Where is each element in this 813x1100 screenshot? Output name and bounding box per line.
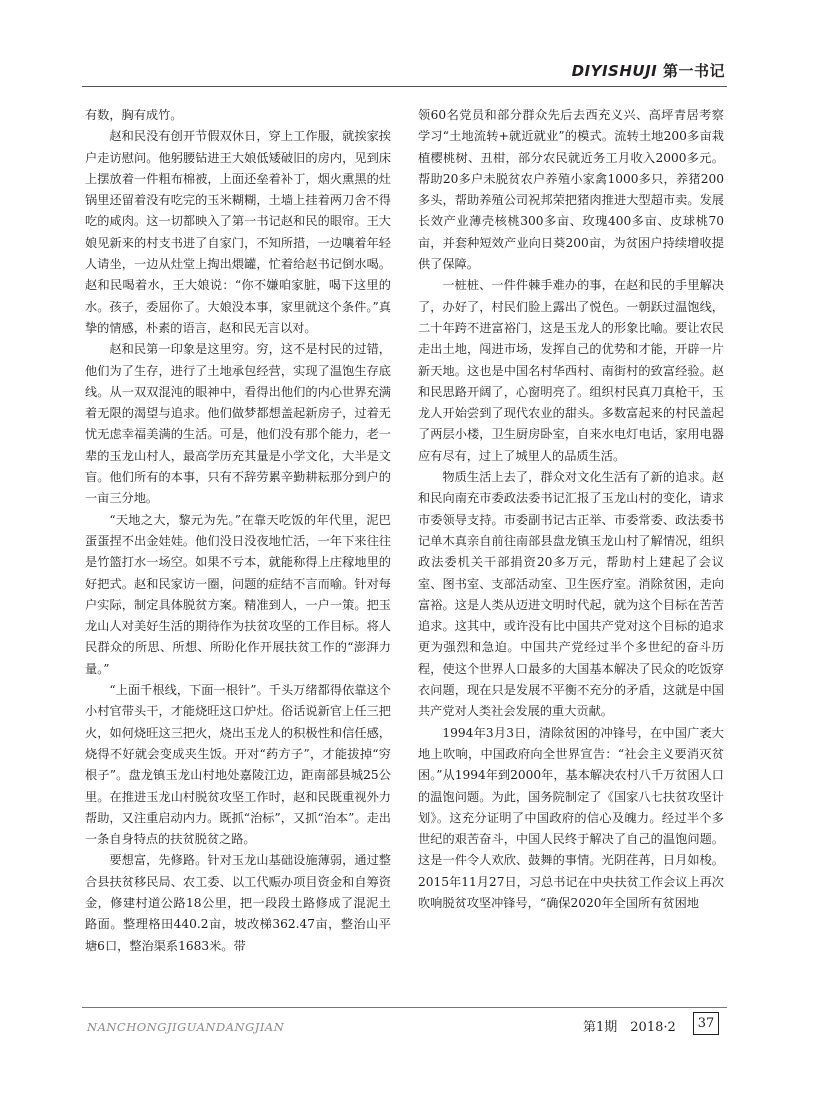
paragraph: 1994年3月3日，清除贫困的冲锋号，在中国广袤大地上吹响，中国政府向全世界宣告：“社会主义要消灭贫困。”从1994年到2000年，基本解决农村八千万贫困人口的温饱问题。为此，国务院制定了《国家八七扶贫攻坚计划》。这充分证明了中国政府的信心及魄力。经过半个多世纪的艰苦奋斗，中国人民终于解决了自己的温饱问题。这是一件令人欢欣、鼓舞的事情。光阴荏苒，日月如梭。2015年11月27日，习总书记在中央扶贫工作会议上再次吹响脱贫攻坚冲锋号，“确保2020年全国所有贫困地 [418, 725, 724, 910]
journal-name-pinyin: NANCHONGJIGUANDANGJIAN [87, 1020, 285, 1034]
paragraph: 有数，胸有成竹。 [85, 108, 183, 122]
right-column [418, 105, 724, 914]
header-chinese: 第一书记 [662, 62, 725, 80]
footer-rule [82, 1007, 727, 1008]
paragraph: 赵和民没有创开节假双休日，穿上工作服，就挨家挨户走访慰问。他躬腰钻进王大娘低矮破旧的房内，见到床上摆放着一件粗布棉被，上面还垒着补丁，烟火熏黑的灶锅里还留着没有吃完的玉米糊糊，土墙上挂着两刀舍不得吃的咸肉。这一切都映入了第一书记赵和民的眼帘。王大娘见新来的村支书进了自家门，不知所措，一边嚷着年轻人请坐，一边从灶堂上掏出煨罐，忙着给赵书记倒水喝。赵和民喝着水，王大娘说：“你不嫌咱家脏，喝下这里的水。孩子，委屈你了。大娘没本事，家里就这个条件。”真挚的情感，朴素的语言，赵和民无言以对。 [85, 129, 391, 335]
paragraph: 一桩桩、一件件棘手难办的事，在赵和民的手里解决了，办好了，村民们脸上露出了悦色。一朝跃过温饱线，二十年跨不进富裕门，这是玉龙人的形象比喻。要让农民走出土地，闯进市场，发挥自己的优势和才能，开辟一片新天地。这也是中国名村华西村、南街村的致富经验。赵和民思路开阔了，心窗明亮了。组织村民真刀真枪干，玉龙人开始尝到了现代农业的甜头。多数富起来的村民盖起了两层小楼，卫生厨房卧室，自来水电灯电话，家用电器应有尽有，过上了城里人的品质生活。 [418, 278, 724, 463]
page-number: 37 [693, 1012, 719, 1035]
issue-date: 第1期 2018·2 [583, 1020, 676, 1035]
header-rule [82, 86, 727, 87]
left-column [85, 105, 391, 957]
paragraph: “天地之大，黎元为先。”在靠天吃饭的年代里，泥巴蛋蛋捏不出金娃娃。他们没日没夜地忙活，一年下来往往是竹篮打水一场空。如果不亏本，就能称得上庄稼地里的好把式。赵和民家访一圈，问题的症结不言而喻。针对每户实际，制定具体脱贫方案。精准到人，一户一策。把玉龙山人对美好生活的期待作为扶贫攻坚的工作目标。将人民群众的所思、所想、所盼化作开展扶贫工作的“澎湃力量。” [85, 512, 391, 676]
journal-header [572, 60, 725, 81]
paragraph: “上面千根线，下面一根针”。千头万绪都得依靠这个小村官带头干，才能烧旺这口炉灶。俗话说新官上任三把火，如何烧旺这三把火，烧出玉龙人的积极性和信任感，烧得不好就会变成夹生饭。开对“药方子”，才能拔掉“穷根子”。盘龙镇玉龙山村地处嘉陵江边，距南部县城25公里。在推进玉龙山村脱贫攻坚工作时，赵和民既重视外力帮助，又注重启动内力。既抓“治标”，又抓“治本”。走出一条自身特点的扶贫脱贫之路。 [85, 683, 391, 847]
header-latin: DIYISHUJI [571, 62, 658, 80]
paragraph: 要想富，先修路。针对玉龙山基础设施薄弱，通过整合县扶贫移民局、农工委、以工代赈办项目资金和自筹资金，修建村道公路18公里，把一段段土路修成了混泥土路面。整理格田440.2亩，坡改梯362.47亩，整治山平塘6口，整治渠系1683米。带 [85, 853, 391, 953]
paragraph: 领60名党员和部分群众先后去西充义兴、高坪青居考察学习“土地流转+就近就业”的模式。流转土地200多亩栽植樱桃树、丑柑，部分农民就近务工月收入2000多元。帮助20多户未脱贫农户养殖小家禽1000多只，养猪200多头，帮助养殖公司祝邦荣把猪肉推进大型超市卖。发展长效产业薄壳核桃300多亩、玫瑰400多亩、皮球桃70亩，并套种短效产业向日葵200亩，为贫困户持续增收提供了保障。 [418, 108, 724, 272]
paragraph: 物质生活上去了，群众对文化生活有了新的追求。赵和民向南充市委政法委书记汇报了玉龙山村的变化，请求市委领导支持。市委副书记古正举、市委常委、政法委书记单木真亲自前往南部县盘龙镇玉龙山村了解情况，组织政法委机关干部捐资20多万元，帮助村上建起了会议室、图书室、支部活动室、卫生医疗室。消除贫困，走向富裕。这是人类从迈进文明时代起，就为这个目标在苦苦追求。这其中，或许没有比中国共产党对这个目标的追求更为强烈和急迫。中国共产党经过半个多世纪的奋斗历程，使这个世界人口最多的大国基本解决了民众的吃饭穿衣问题，现在只是发展不平衡不充分的矛盾，这就是中国共产党对人类社会发展的重大贡献。 [418, 470, 724, 719]
paragraph: 赵和民第一印象是这里穷。穷，这不是村民的过错，他们为了生存，进行了土地承包经营，实现了温饱生存底线。从一双双混沌的眼神中，看得出他们的内心世界充满着无限的渴望与追求。他们做梦都想盖起新房子，过着无忧无虑幸福美满的生活。可是，他们没有那个能力，老一辈的玉龙山村人，最高学历充其量是小学文化，大半是文盲。他们所有的本事，只有不辞劳累辛勤耕耘那分到户的一亩三分地。 [85, 342, 391, 506]
